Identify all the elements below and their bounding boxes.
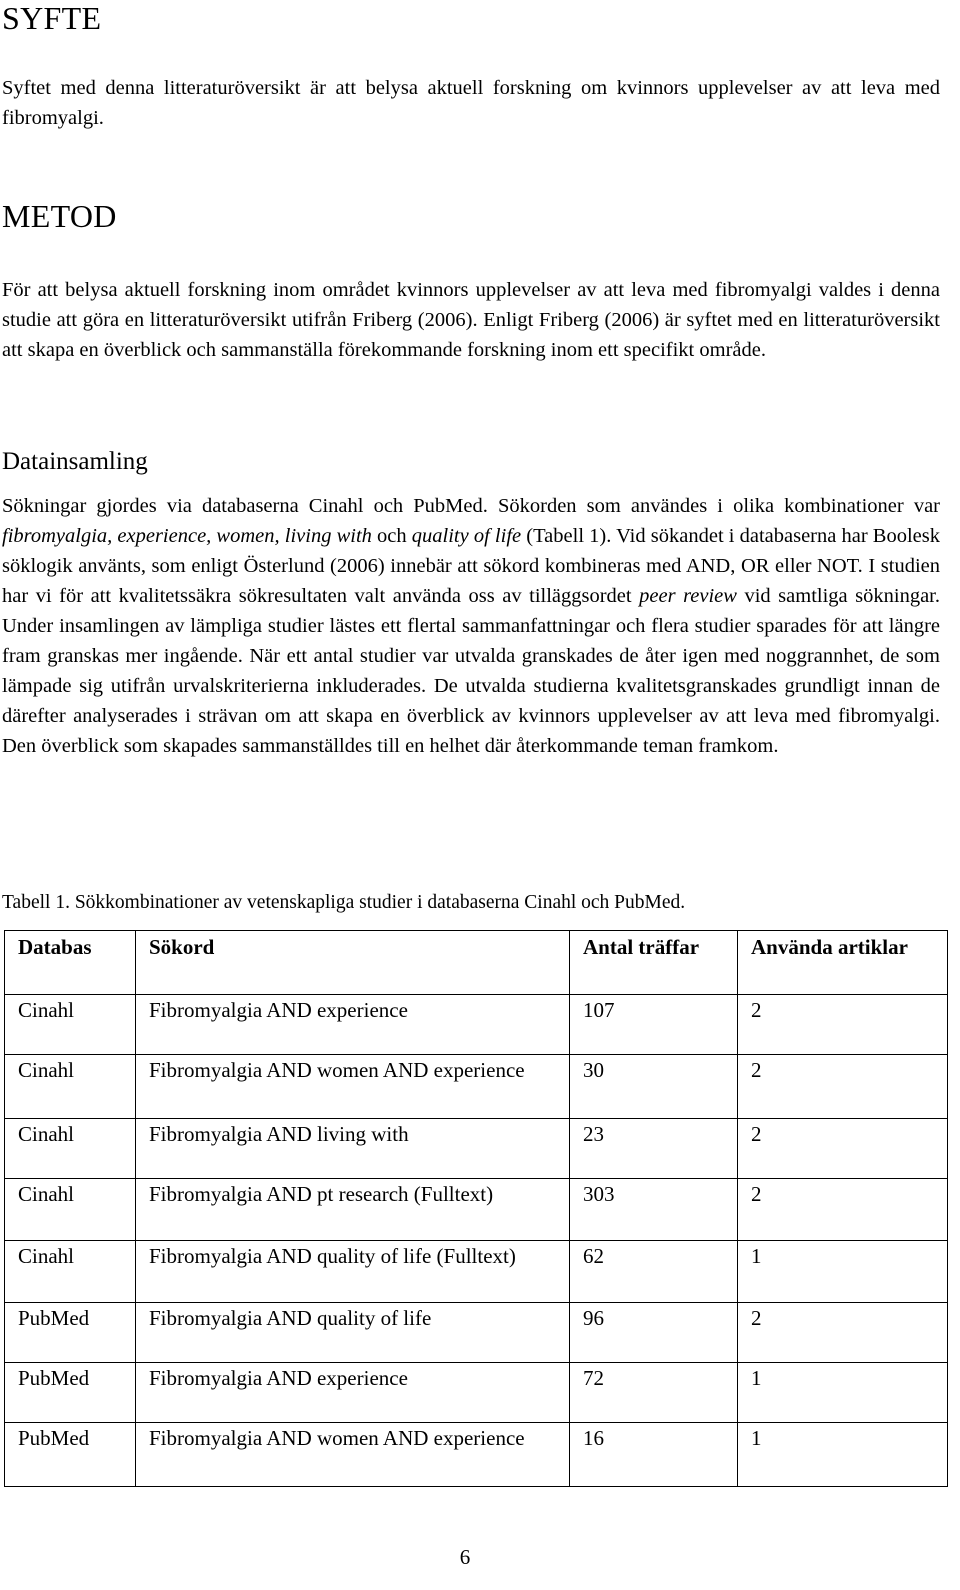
metod-paragraph: För att belysa aktuell forskning inom området kvinnors upplevelser av att leva med fibromyalgi valdes i denna studie att göra en litteraturöversikt utifrån Friberg (2006). Enligt Friberg (2006) är syftet med en litteraturöversikt att skapa en överblick och sammanställa förekommande forskning inom ett specifikt område.: [2, 279, 940, 361]
table-row: [5, 1241, 948, 1303]
datainsamling-text-part1: Sökningar gjordes via databaserna Cinahl och PubMed. Sökorden som användes i olika kombinationer var: [2, 495, 940, 517]
quality-emphasis: quality of life: [411, 525, 522, 547]
syfte-heading: SYFTE: [2, 0, 102, 36]
cell-anvanda: 2: [738, 995, 948, 1055]
table-row: [5, 995, 948, 1055]
cell-sokord: Fibromyalgia AND experience: [136, 1363, 570, 1423]
page-number: 6: [459, 1545, 471, 1569]
syfte-paragraph: Syftet med denna litteraturöversikt är att belysa aktuell forskning om kvinnors upplevelser av att leva med fibromyalgi.: [2, 77, 940, 129]
table-row: [5, 1179, 948, 1241]
metod-heading: METOD: [2, 198, 117, 234]
cell-databas: PubMed: [5, 1423, 136, 1487]
datainsamling-och: och: [371, 525, 412, 547]
cell-antal: 23: [570, 1119, 738, 1179]
keywords-emphasis: fibromyalgia, experience, women, living with: [2, 525, 372, 547]
cell-databas: Cinahl: [5, 1179, 136, 1241]
peer-review-emphasis: peer review: [639, 585, 737, 607]
cell-databas: PubMed: [5, 1303, 136, 1363]
table-row: [5, 1055, 948, 1119]
cell-databas: Cinahl: [5, 1241, 136, 1303]
cell-anvanda: 2: [738, 1055, 948, 1119]
cell-sokord: Fibromyalgia AND experience: [136, 995, 570, 1055]
cell-anvanda: 2: [738, 1119, 948, 1179]
table-caption: Tabell 1. Sökkombinationer av vetenskapliga studier i databaserna Cinahl och PubMed.: [2, 892, 686, 913]
cell-sokord: Fibromyalgia AND living with: [136, 1119, 570, 1179]
cell-anvanda: 2: [738, 1179, 948, 1241]
datainsamling-text-part3: vid samtliga sökningar. Under insamlingen av lämpliga studier lästes ett flertal sammanfattningar och flera studier sparades för att längre fram granskas mer ingående. När ett antal studier var utvalda granskades de åter igen med noggrannhet, de som lämpade sig utifrån urvalskriterierna inkluderades. De utvalda studierna kvalitetsgranskades grundligt innan de därefter analyserades i strävan om att skapa en överblick av kvinnors upplevelser av att leva med fibromyalgi. Den överblick som skapades sammanställdes till en helhet där återkommande teman framkom.: [2, 585, 940, 757]
datainsamling-paragraph: [2, 491, 940, 761]
table-row: [5, 1363, 948, 1423]
header-databas: Databas: [5, 931, 136, 995]
cell-sokord: Fibromyalgia AND women AND experience: [136, 1055, 570, 1119]
cell-anvanda: 1: [738, 1423, 948, 1487]
cell-sokord: Fibromyalgia AND women AND experience: [136, 1423, 570, 1487]
cell-databas: PubMed: [5, 1363, 136, 1423]
cell-antal: 30: [570, 1055, 738, 1119]
cell-anvanda: 2: [738, 1303, 948, 1363]
datainsamling-text-part2: (Tabell 1). Vid sökandet i databaserna har Boolesk söklogik använts, som enligt Österlund (2006) innebär att sökord kombineras med AND, OR eller NOT. I studien har vi för att kvalitetssäkra sökresultaten valt använda oss av tilläggsordet: [2, 525, 940, 607]
cell-antal: 62: [570, 1241, 738, 1303]
cell-databas: Cinahl: [5, 995, 136, 1055]
header-sokord: Sökord: [136, 931, 570, 995]
cell-antal: 303: [570, 1179, 738, 1241]
table-row: [5, 1119, 948, 1179]
cell-antal: 96: [570, 1303, 738, 1363]
cell-anvanda: 1: [738, 1363, 948, 1423]
table-header-row: [5, 931, 948, 995]
cell-databas: Cinahl: [5, 1055, 136, 1119]
cell-antal: 107: [570, 995, 738, 1055]
cell-sokord: Fibromyalgia AND pt research (Fulltext): [136, 1179, 570, 1241]
cell-sokord: Fibromyalgia AND quality of life (Fulltext): [136, 1241, 570, 1303]
header-antal-traffar: Antal träffar: [570, 931, 738, 995]
datainsamling-heading: Datainsamling: [2, 448, 148, 475]
table-row: [5, 1423, 948, 1487]
cell-anvanda: 1: [738, 1241, 948, 1303]
cell-databas: Cinahl: [5, 1119, 136, 1179]
cell-antal: 72: [570, 1363, 738, 1423]
search-combinations-table: [4, 930, 948, 1487]
table-row: [5, 1303, 948, 1363]
cell-sokord: Fibromyalgia AND quality of life: [136, 1303, 570, 1363]
cell-antal: 16: [570, 1423, 738, 1487]
header-anvanda-artiklar: Använda artiklar: [738, 931, 948, 995]
